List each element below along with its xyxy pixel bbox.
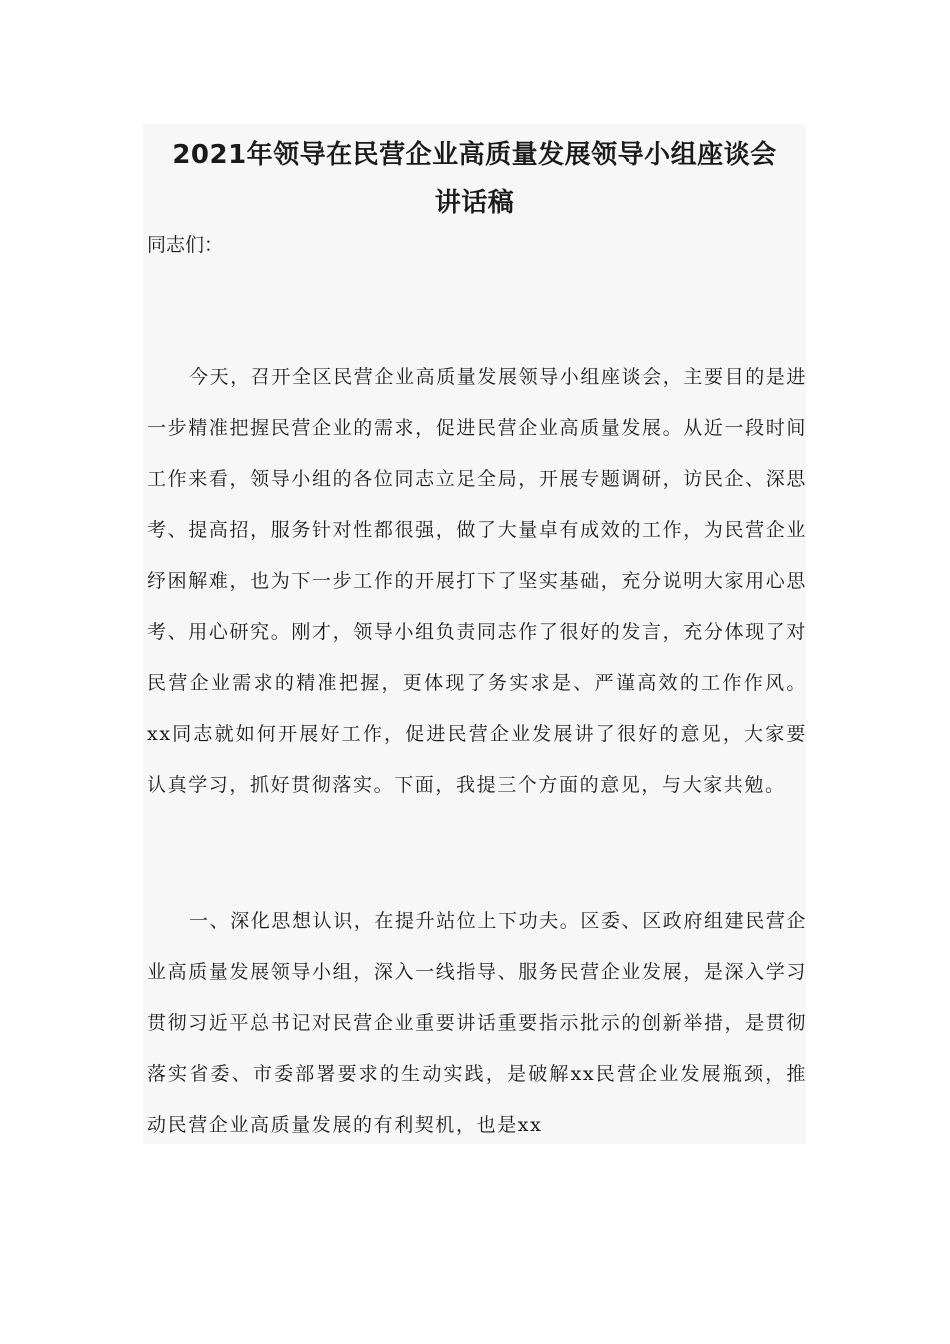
salutation: 同志们： [147, 234, 224, 256]
document-title-line-2: 讲话稿 [434, 188, 515, 218]
document-title-line-1: 2021年领导在民营企业高质量发展领导小组座谈会 [172, 140, 777, 170]
body-paragraph: 今天，召开全区民营企业高质量发展领导小组座谈会，主要目的是进一步精准把握民营企业的需求，促进民营企业高质量发展。从近一段时间工作来看，领导小组的各位同志立足全局，开展专题调研，访民企、深思考、提高招，服务针对性都很强，做了大量卓有成效的工作，为民营企业纾困解难，也为下一步工作的开展打下了坚实基础，充分说明大家用心思考、用心研究。刚才，领导小组负责同志作了很好的发言，充分体现了对民营企业需求的精准把握，更体现了务实求是、严谨高效的工作作风。xx同志就如何开展好工作，促进民营企业发展讲了很好的意见，大家要认真学习，抓好贯彻落实。下面，我提三个方面的意见，与大家共勉。 [147, 366, 808, 796]
body-paragraph: 一、深化思想认识，在提升站位上下功夫。区委、区政府组建民营企业高质量发展领导小组，深入一线指导、服务民营企业发展，是深入学习贯彻习近平总书记对民营企业重要讲话重要指示批示的创新举措，是贯彻落实省委、市委部署要求的生动实践，是破解xx民营企业发展瓶颈，推动民营企业高质量发展的有利契机，也是xx [147, 910, 807, 1136]
document-page [143, 124, 806, 1144]
